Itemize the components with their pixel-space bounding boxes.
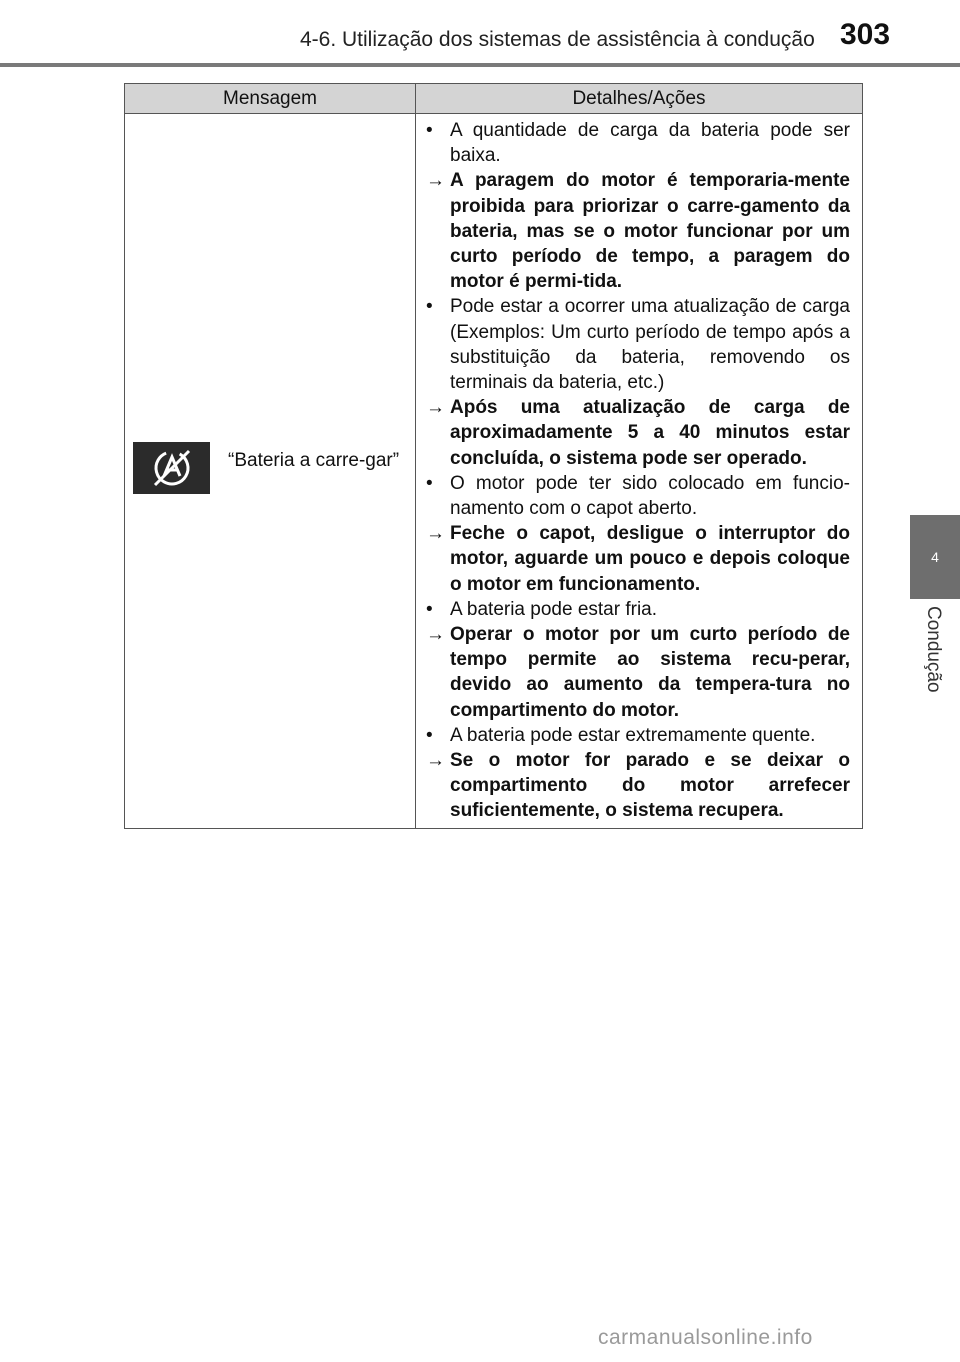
message-text: “Bateria a carre-gar” [228, 449, 400, 471]
action-text: Feche o capot, desligue o interruptor do motor, aguarde um pouco e depois coloque o motor em funcionamento. [450, 523, 850, 595]
chapter-number: 4 [931, 549, 939, 565]
list-item [426, 723, 850, 824]
list-item [426, 294, 850, 470]
header-divider [0, 63, 960, 67]
chapter-label: Condução [923, 606, 944, 693]
bullet-icon: • [426, 120, 433, 141]
engine-auto-stop-cancel-icon [133, 442, 210, 494]
list-item [426, 597, 850, 723]
action-text: Operar o motor por um curto período de tempo permite ao sistema recu-perar, devido ao aumento da tempera-tura no compartimento do motor. [450, 624, 850, 721]
list-item [426, 118, 850, 294]
message-cell [125, 114, 416, 829]
message-table [124, 83, 863, 829]
arrow-right-icon: → [426, 397, 445, 419]
bullet-icon: • [426, 296, 433, 318]
action-text: Após uma atualização de carga de aproximadamente 5 a 40 minutos estar concluída, o sistema pode ser operado. [450, 397, 850, 469]
arrow-right-icon: → [426, 523, 445, 545]
action-text: Se o motor for parado e se deixar o compartimento do motor arrefecer suficientemente, o sistema recupera. [450, 750, 850, 822]
section-title: 4-6. Utilização dos sistemas de assistência à condução [300, 28, 815, 51]
bullet-icon: • [426, 472, 433, 494]
column-header-message: Mensagem [125, 84, 416, 114]
details-cell [416, 114, 863, 829]
cause-text: O motor pode ter sido colocado em funcio-namento com o capot aberto. [450, 472, 850, 520]
cause-text: A bateria pode estar extremamente quente. [450, 724, 816, 746]
arrow-right-icon: → [426, 624, 445, 646]
chapter-tab [910, 515, 960, 599]
action-text: A paragem do motor é temporaria-mente proibida para priorizar o carre-gamento da bateria, mas se o motor funcionar por um curto período de tempo, a paragem do motor é permi-tida. [450, 170, 850, 293]
column-header-details: Detalhes/Ações [416, 84, 863, 114]
watermark-text: carmanualsonline.info [598, 1326, 813, 1349]
list-item [426, 471, 850, 597]
page-number: 303 [840, 18, 891, 51]
bullet-icon: • [426, 724, 433, 746]
cause-text: A bateria pode estar fria. [450, 598, 658, 620]
bullet-icon: • [426, 598, 433, 620]
arrow-right-icon: → [426, 170, 445, 192]
cause-text: Pode estar a ocorrer uma atualização de carga (Exemplos: Um curto período de tempo após a substituição da bateria, removendo os terminais da bateria, etc.) [450, 296, 850, 394]
table-header-row [125, 84, 863, 114]
arrow-right-icon: → [426, 750, 445, 772]
table-row [125, 114, 863, 829]
cause-text: A quantidade de carga da bateria pode ser baixa. [450, 120, 850, 167]
